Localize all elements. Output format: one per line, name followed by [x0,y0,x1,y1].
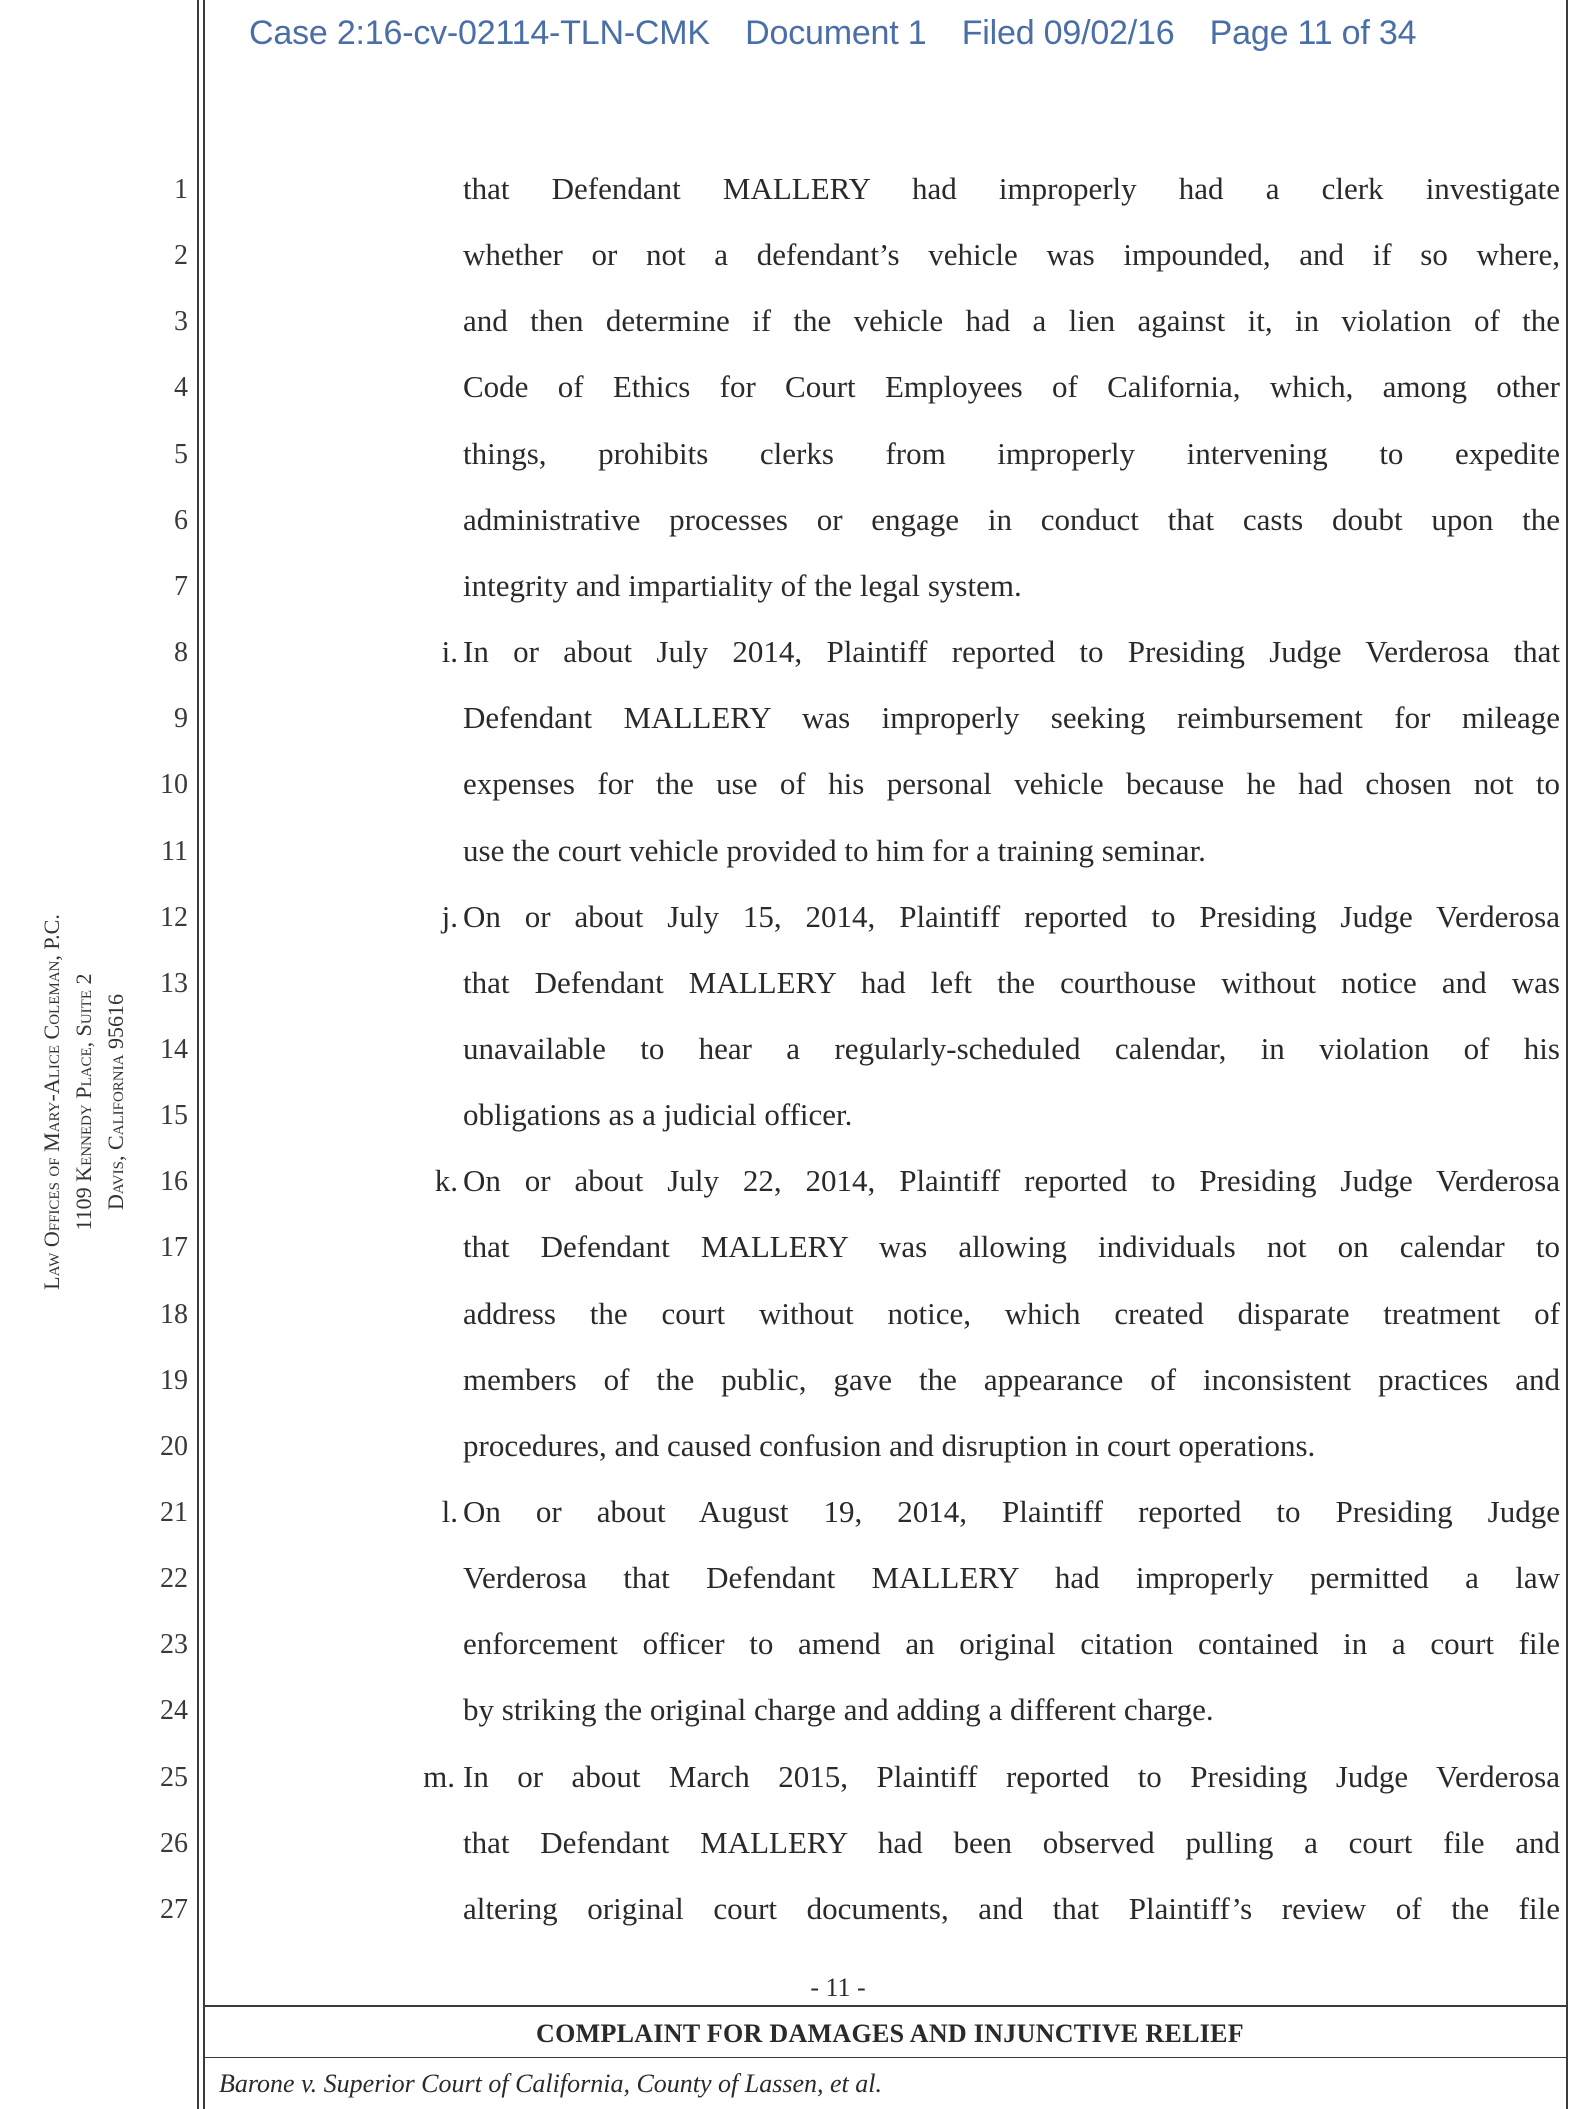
line-number: 24 [160,1695,188,1727]
text-line: that Defendant MALLERY was allowing individuals not on calendar to [463,1229,1560,1265]
line-number: 18 [160,1298,188,1330]
line-number: 16 [160,1166,188,1198]
line-number: 20 [160,1430,188,1462]
line-number: 26 [160,1827,188,1859]
text-line: that Defendant MALLERY had left the courthouse without notice and was [463,964,1560,1000]
text-line: address the court without notice, which created disparate treatment of [463,1295,1560,1331]
line-number: 23 [160,1629,188,1661]
text-line: In or about March 2015, Plaintiff reported to Presiding Judge Verderosa [463,1758,1560,1794]
line-number: 19 [160,1364,188,1396]
text-line: Defendant MALLERY was improperly seeking reimbursement for mileage [463,700,1560,736]
line-number: 5 [174,438,188,470]
text-line: On or about July 15, 2014, Plaintiff reported to Presiding Judge Verderosa [463,898,1560,934]
line-number: 25 [160,1761,188,1793]
text-line: expenses for the use of his personal vehicle because he had chosen not to [463,766,1560,802]
line-number: 17 [160,1232,188,1264]
left-margin-rule-inner [203,0,205,2109]
text-line: obligations as a judicial officer. [463,1097,853,1133]
line-number: 2 [174,240,188,272]
document-title: COMPLAINT FOR DAMAGES AND INJUNCTIVE RELIEF [536,2019,1244,2048]
text-line: altering original court documents, and that Plaintiff’s review of the file [463,1890,1560,1926]
right-margin-rule [1566,0,1568,2109]
text-line: Code of Ethics for Court Employees of California, which, among other [463,369,1560,405]
case-number: Case 2:16-cv-02114-TLN-CMK [249,14,710,52]
line-number: 11 [161,835,188,867]
text-line: unavailable to hear a regularly-scheduled calendar, in violation of his [463,1030,1560,1066]
page-number: - 11 - [810,1973,866,2002]
line-number: 22 [160,1563,188,1595]
text-line: enforcement officer to amend an original citation contained in a court file [463,1626,1560,1662]
text-line: procedures, and caused confusion and disruption in court operations. [463,1427,1316,1463]
list-marker: m. [423,1758,455,1794]
text-line: and then determine if the vehicle had a lien against it, in violation of the [463,303,1560,339]
text-line: by striking the original charge and adding a different charge. [463,1692,1214,1728]
text-line: On or about July 22, 2014, Plaintiff reported to Presiding Judge Verderosa [463,1163,1560,1199]
case-header [249,14,1442,53]
line-number: 6 [174,504,188,536]
line-number: 14 [160,1033,188,1065]
line-number: 27 [160,1893,188,1925]
line-number: 9 [174,703,188,735]
footer-rule-bottom [203,2057,1568,2058]
firm-city: Davis, California 95616 [103,994,128,1210]
case-caption: Barone v. Superior Court of California, County of Lassen, et al. [219,2069,882,2098]
line-number: 8 [174,637,188,669]
text-line: administrative processes or engage in conduct that casts doubt upon the [463,501,1560,537]
list-marker: i. [441,634,458,670]
line-number: 3 [174,306,188,338]
firm-street: 1109 Kennedy Place, Suite 2 [71,973,96,1231]
text-line: integrity and impartiality of the legal system. [463,567,1022,603]
document-number: Document 1 [745,14,927,52]
line-number: 4 [174,372,188,404]
text-line: On or about August 19, 2014, Plaintiff reported to Presiding Judge [463,1494,1560,1529]
filed-date: Filed 09/02/16 [961,14,1175,52]
footer-rule-top [203,2005,1568,2007]
list-marker: l. [441,1494,458,1529]
text-line: In or about July 2014, Plaintiff reported to Presiding Judge Verderosa that [463,634,1560,670]
firm-name: Law Offices of Mary-Alice Coleman, P.C. [39,914,64,1290]
line-number: 21 [160,1497,188,1528]
text-line: that Defendant MALLERY had been observed pulling a court file and [463,1824,1560,1860]
line-number: 7 [174,570,188,602]
text-line: use the court vehicle provided to him for a training seminar. [463,832,1206,868]
line-number: 13 [160,967,188,999]
line-number: 1 [174,174,188,205]
page-indicator: Page 11 of 34 [1209,14,1417,52]
line-number: 12 [160,901,188,933]
text-line: that Defendant MALLERY had improperly had a clerk investigate [463,171,1560,206]
text-line: Verderosa that Defendant MALLERY had improperly permitted a law [463,1560,1560,1596]
text-line: members of the public, gave the appearance of inconsistent practices and [463,1361,1560,1397]
line-number: 10 [160,769,188,801]
text-line: whether or not a defendant’s vehicle was impounded, and if so where, [463,237,1560,273]
list-marker: k. [434,1163,458,1199]
line-number: 15 [160,1100,188,1132]
text-line: things, prohibits clerks from improperly intervening to expedite [463,435,1560,471]
list-marker: j. [441,898,458,934]
left-margin-rule [197,0,199,2109]
